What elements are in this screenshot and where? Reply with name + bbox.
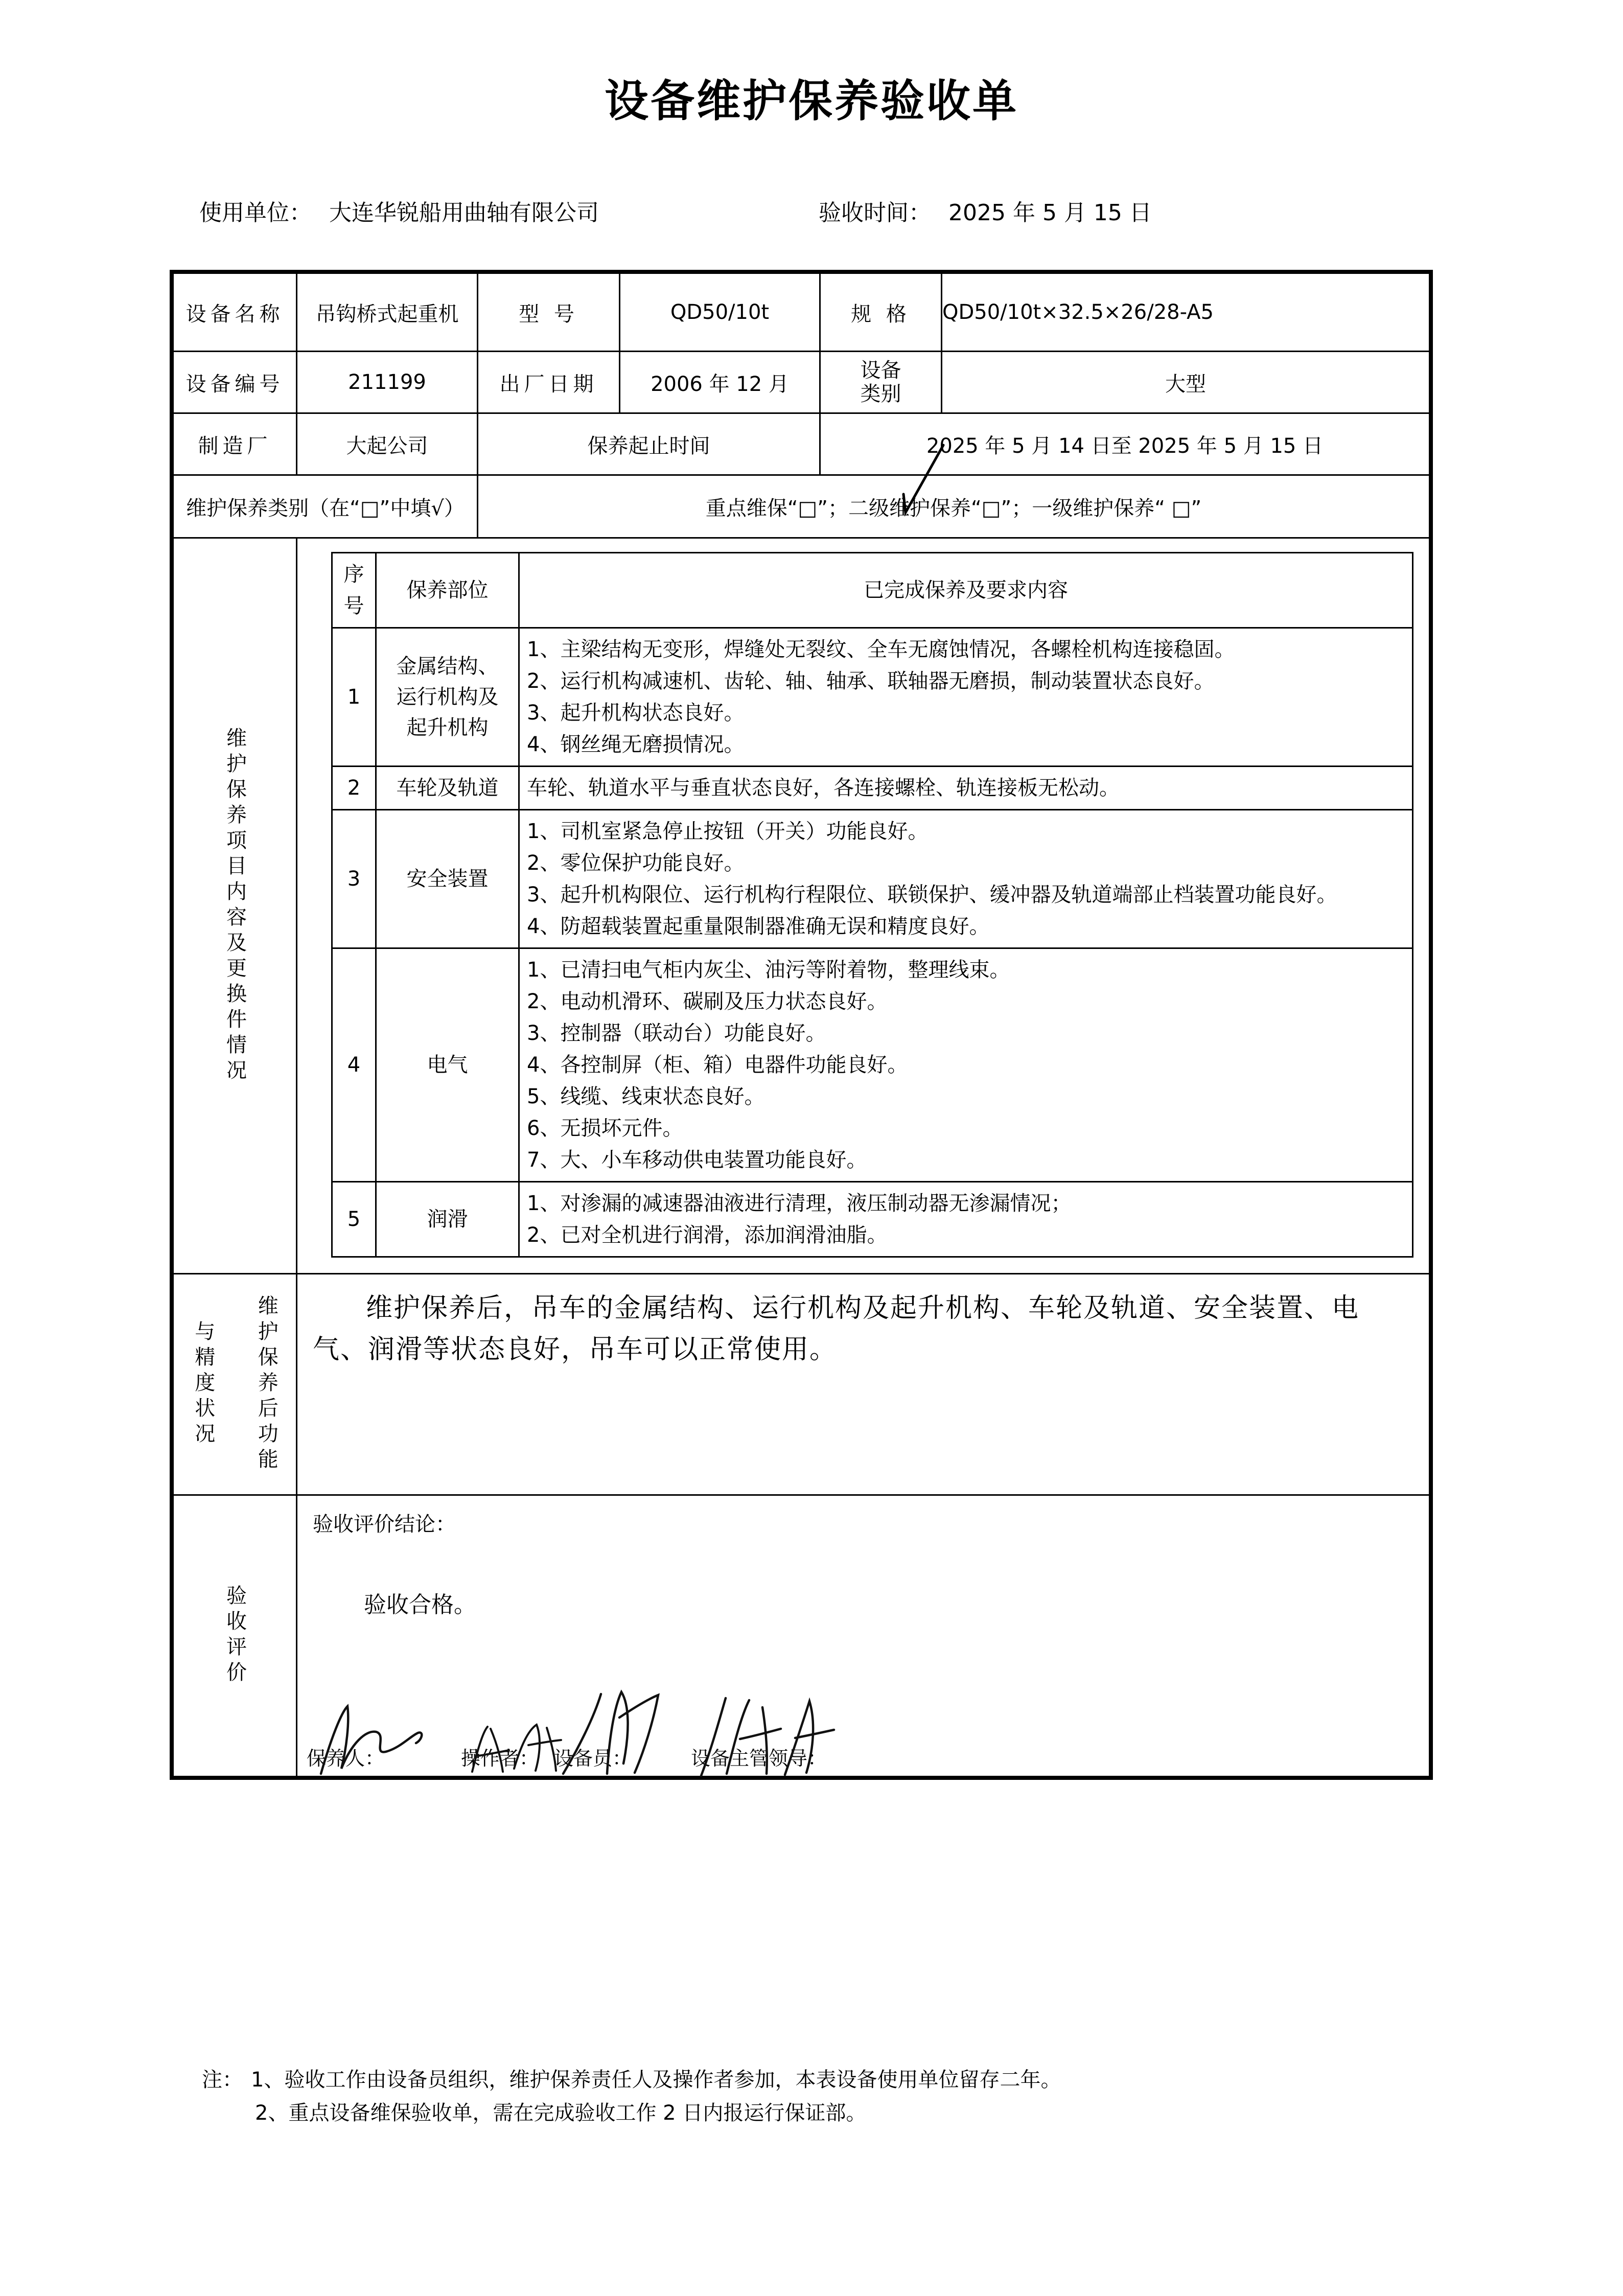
signature-maintainer[interactable] bbox=[307, 1743, 384, 1771]
equipment-model-value: QD50/10t bbox=[620, 273, 820, 352]
maintenance-category-label: 维护保养类别（在“□”中填√） bbox=[173, 475, 478, 538]
table-row bbox=[332, 628, 1413, 767]
evaluation-section-side-label-cell bbox=[173, 1495, 297, 1777]
item-part: 车轮及轨道 bbox=[376, 767, 519, 810]
maintenance-category-row bbox=[173, 475, 1430, 538]
maker-period-row bbox=[173, 413, 1430, 475]
item-no: 1 bbox=[332, 628, 376, 767]
evaluation-section-row bbox=[173, 1495, 1430, 1777]
signature-equipment-manager-mark-icon bbox=[695, 1692, 848, 1779]
table-row bbox=[332, 767, 1413, 810]
option-level1-maintenance[interactable]: 一级维护保养“ □” bbox=[1032, 496, 1202, 520]
period-value: 2025 年 5 月 14 日至 2025 年 5 月 15 日 bbox=[820, 413, 1430, 475]
equipment-name-row bbox=[173, 273, 1430, 352]
maintenance-category-options bbox=[478, 475, 1430, 538]
mfg-date-label: 出厂日期 bbox=[478, 352, 620, 413]
status-section-side-label-cell bbox=[173, 1274, 297, 1495]
status-section-side-label-col1: 维护保养后功能 bbox=[254, 1295, 279, 1474]
table-row bbox=[332, 948, 1413, 1182]
maker-value: 大起公司 bbox=[297, 413, 478, 475]
header-meta bbox=[199, 194, 1426, 227]
main-form-frame bbox=[170, 270, 1433, 1780]
item-content: 车轮、轨道水平与垂直状态良好，各连接螺栓、轨连接板无松动。 bbox=[519, 767, 1413, 810]
item-content: 1、对渗漏的减速器油液进行清理，液压制动器无渗漏情况； 2、已对全机进行润滑，添加润滑油脂。 bbox=[519, 1182, 1413, 1257]
item-part: 金属结构、 运行机构及 起升机构 bbox=[376, 628, 519, 767]
equipment-model-label: 型 号 bbox=[478, 273, 620, 352]
item-no: 4 bbox=[332, 948, 376, 1182]
option-key-maintenance[interactable]: 重点维保“□”； bbox=[705, 496, 849, 520]
equipment-code-value: 211199 bbox=[297, 352, 478, 413]
footer-note-prefix: 注： bbox=[202, 2068, 243, 2092]
status-text: 维护保养后，吊车的金属结构、运行机构及起升机构、车轮及轨道、安全装置、电气、润滑等状态良好，吊车可以正常使用。 bbox=[313, 1293, 1360, 1365]
item-no: 5 bbox=[332, 1182, 376, 1257]
using-unit-label: 使用单位： bbox=[199, 200, 312, 226]
col-header-part: 保养部位 bbox=[376, 553, 519, 628]
signature-operator-label: 操作者： bbox=[461, 1747, 539, 1770]
equipment-name-value: 吊钩桥式起重机 bbox=[297, 273, 478, 352]
item-part: 安全装置 bbox=[376, 810, 519, 948]
equipment-spec-value: QD50/10t×32.5×26/28-A5 bbox=[942, 273, 1430, 352]
footer-note-1 bbox=[202, 2063, 1439, 2097]
signature-equipment-officer-label: 设备员： bbox=[554, 1747, 632, 1770]
signature-line bbox=[307, 1743, 1424, 1771]
checkbox-level2[interactable]: □ bbox=[981, 496, 1001, 520]
item-no: 3 bbox=[332, 810, 376, 948]
equipment-code-row bbox=[173, 352, 1430, 413]
items-table-header-row bbox=[332, 553, 1413, 628]
col-header-content: 已完成保养及要求内容 bbox=[519, 553, 1413, 628]
item-no: 2 bbox=[332, 767, 376, 810]
signature-equipment-manager[interactable] bbox=[691, 1743, 827, 1771]
equipment-category-label-l1: 设备 bbox=[860, 359, 901, 382]
mfg-date-value: 2006 年 12 月 bbox=[620, 352, 820, 413]
footer-note-1-text: 1、验收工作由设备员组织，维护保养责任人及操作者参加，本表设备使用单位留存二年。 bbox=[251, 2068, 1061, 2092]
footer-note-2: 2、重点设备维保验收单，需在完成验收工作 2 日内报运行保证部。 bbox=[255, 2101, 867, 2125]
status-section-body bbox=[297, 1274, 1430, 1495]
maker-label: 制造厂 bbox=[173, 413, 297, 475]
evaluation-conclusion-value: 验收合格。 bbox=[364, 1592, 476, 1618]
acceptance-date-label: 验收时间： bbox=[819, 200, 931, 226]
signature-maintainer-label: 保养人： bbox=[307, 1747, 385, 1770]
evaluation-section-side-label: 验收评价 bbox=[223, 1585, 247, 1687]
items-section-body bbox=[297, 538, 1430, 1274]
item-part: 电气 bbox=[376, 948, 519, 1182]
signature-maintainer-mark-icon bbox=[311, 1702, 464, 1779]
using-unit-group bbox=[199, 194, 599, 227]
items-section-row bbox=[173, 538, 1430, 1274]
signature-equipment-officer-mark-icon bbox=[558, 1687, 686, 1779]
footer-notes bbox=[202, 2063, 1439, 2130]
item-content: 1、司机室紧急停止按钮（开关）功能良好。 2、零位保护功能良好。 3、起升机构限位、运行机构行程限位、联锁保护、缓冲器及轨道端部止档装置功能良好。 4、防超载装置起重量限制器准确无误和精度良好。 bbox=[519, 810, 1413, 948]
signature-operator[interactable] bbox=[461, 1743, 539, 1771]
acceptance-date-group bbox=[819, 194, 1152, 227]
items-section-side-label-cell bbox=[173, 538, 297, 1274]
col-header-seq: 序 号 bbox=[332, 553, 376, 628]
evaluation-conclusion-label: 验收评价结论： bbox=[313, 1513, 456, 1536]
item-content: 1、主梁结构无变形，焊缝处无裂纹、全车无腐蚀情况，各螺栓机构连接稳固。 2、运行机构减速机、齿轮、轴、轴承、联轴器无磨损，制动装置状态良好。 3、起升机构状态良好。 4、钢丝绳无磨损情况。 bbox=[519, 628, 1413, 767]
period-label: 保养起止时间 bbox=[478, 413, 820, 475]
item-content: 1、已清扫电气柜内灰尘、油污等附着物，整理线束。 2、电动机滑环、碳刷及压力状态良好。 3、控制器（联动台）功能良好。 4、各控制屏（柜、箱）电器件功能良好。 5、线缆、线束状态良好。 6、无损坏元件。 7、大、小车移动供电装置功能良好。 bbox=[519, 948, 1413, 1182]
acceptance-date-value: 2025 年 5 月 15 日 bbox=[948, 200, 1152, 226]
equipment-category-label-l2: 类别 bbox=[860, 382, 901, 406]
using-unit-value: 大连华锐船用曲轴有限公司 bbox=[329, 200, 599, 226]
equipment-category-label bbox=[820, 352, 942, 413]
table-row bbox=[332, 1182, 1413, 1257]
status-section-row bbox=[173, 1274, 1430, 1495]
option-level2-post: ”； bbox=[1001, 496, 1032, 520]
check-mark-icon bbox=[888, 445, 949, 522]
item-part: 润滑 bbox=[376, 1182, 519, 1257]
equipment-name-label: 设备名称 bbox=[173, 273, 297, 352]
form-table bbox=[172, 272, 1430, 1777]
option-level2-maintenance[interactable] bbox=[848, 492, 1032, 521]
equipment-code-label: 设备编号 bbox=[173, 352, 297, 413]
equipment-category-value: 大型 bbox=[942, 352, 1430, 413]
items-section-side-label: 维护保养项目内容及更换件情况 bbox=[223, 727, 247, 1085]
signature-equipment-manager-label: 设备主管领导： bbox=[691, 1747, 827, 1770]
evaluation-section-body bbox=[297, 1495, 1430, 1777]
table-row bbox=[332, 810, 1413, 948]
signature-equipment-officer[interactable] bbox=[554, 1743, 632, 1771]
items-table bbox=[331, 552, 1413, 1258]
status-section-side-label-col2: 与精度状况 bbox=[191, 1320, 215, 1448]
page-title: 设备维护保养验收单 bbox=[605, 76, 1018, 127]
option-level2-pre: 二级维护保养“ bbox=[848, 496, 982, 520]
equipment-spec-label: 规 格 bbox=[820, 273, 942, 352]
